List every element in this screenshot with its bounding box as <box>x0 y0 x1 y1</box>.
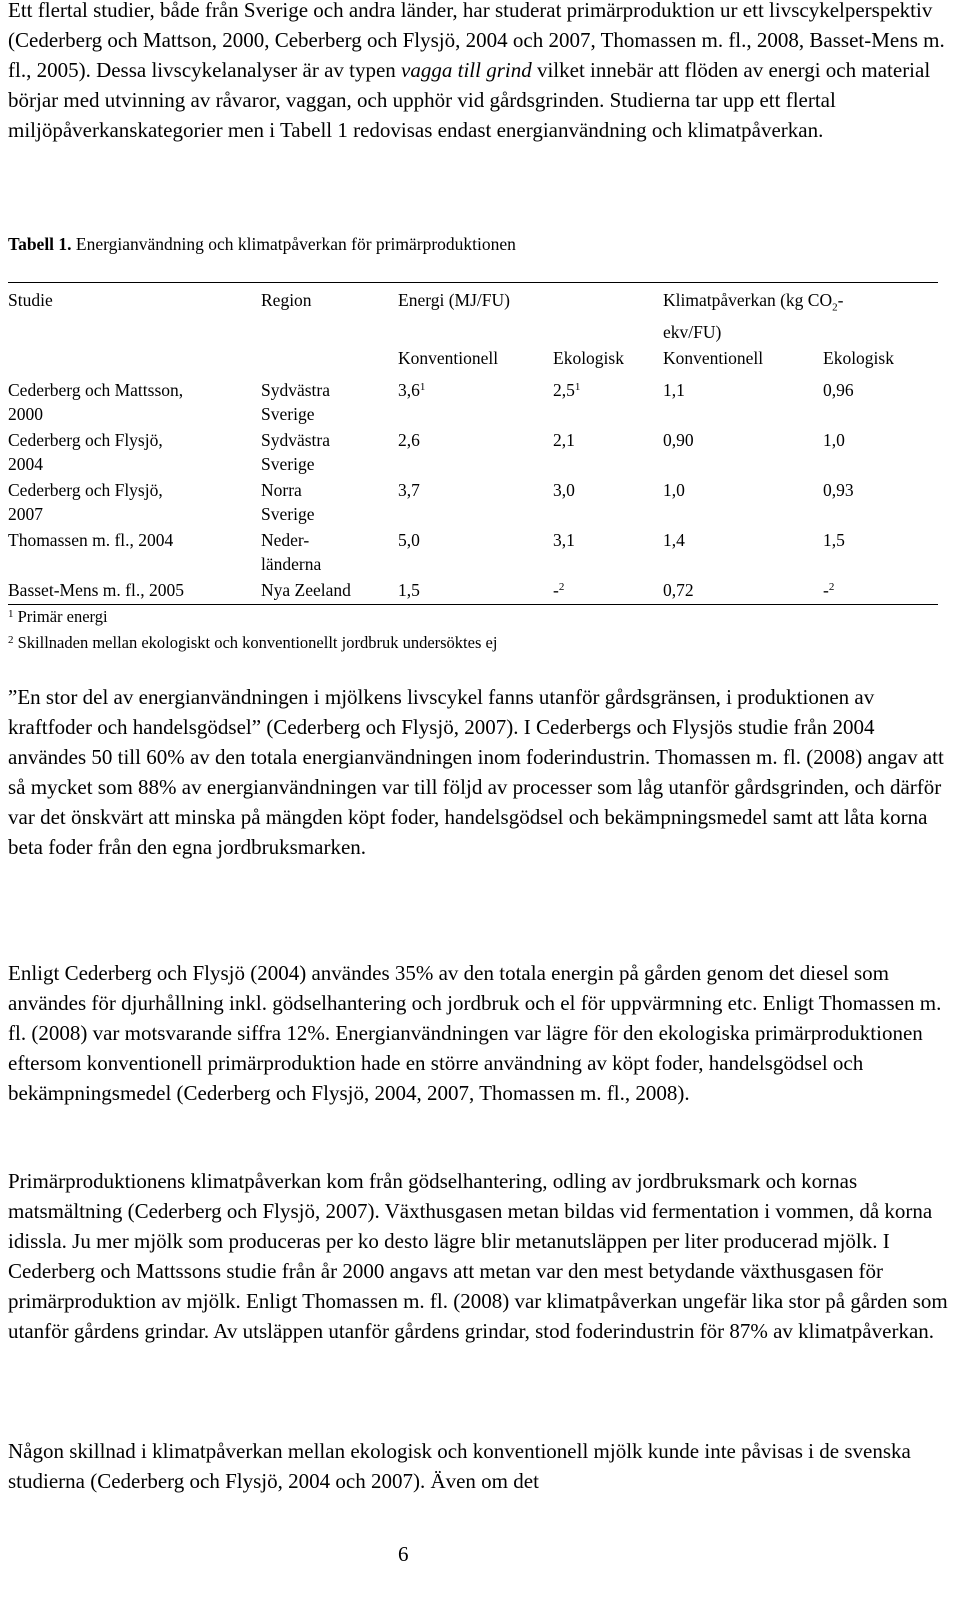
subheader-ekologisk-energi: Ekologisk <box>553 347 624 368</box>
val: 3,6 <box>398 379 420 400</box>
cell-klimat-eko <box>823 370 938 426</box>
cell-studie-line2: 2004 <box>8 453 43 474</box>
energy-climate-table <box>8 282 938 602</box>
cell-energi-konv <box>398 476 553 526</box>
table-caption-label: Tabell 1. <box>8 234 72 254</box>
cell-studie <box>8 426 261 476</box>
cell-studie <box>8 526 261 576</box>
table-row <box>8 576 938 602</box>
cell-region-line2: Sverige <box>261 403 315 424</box>
header-klimat-a: Klimatpåverkan (kg CO <box>663 290 833 310</box>
val: 2,1 <box>553 429 575 450</box>
subheader-konventionell-energi: Konventionell <box>398 347 499 368</box>
val: 3,7 <box>398 479 420 500</box>
cell-region <box>261 370 398 426</box>
intro-text-1: Ett flertal studier, både från Sverige och andra länder, har studerat primärproduktion ur ett livscykelperspektiv (Cederberg och Mattson, 2000, Ceberberg och Flysjö, 2004 och 2007, Thomassen m. fl., 2008, Basset-Mens m. fl., 2005). Dessa livscykelanalyser är av typen <box>8 0 945 82</box>
cell-studie-line1: Cederberg och Flysjö, <box>8 429 163 450</box>
p2-quote-mark: ” <box>8 685 18 709</box>
cell-region <box>261 576 398 602</box>
p2-text: En stor del av energianvändningen i mjölkens livscykel fanns utanför gårdsgränsen, i produktionen av kraftfoder och handelsgödsel” (Cederberg och Flysjö, 2007). I Cederbergs och Flysjös studie från 2004 användes 50 till 60% av den totala energianvändningen inom foderindustrin. Thomassen m. fl. (2008) angav att så mycket som 88% av energianvändningen var till följd av processer som låg utanför gårdsgrinden, och därför var det önskvärt att minska på mängden köpt foder, handelsgödsel och bekämpningsmedel samt att låta korna beta foder från den egna jordbruksmarken. <box>8 685 944 859</box>
val: - <box>823 579 829 600</box>
cell-klimat-konv <box>663 476 823 526</box>
table-caption <box>8 232 516 256</box>
header-klimat-sub: 2 <box>832 301 838 314</box>
cell-energi-konv <box>398 526 553 576</box>
footnote-2-text: Skillnaden mellan ekologiskt och konventionellt jordbruk undersöktes ej <box>13 633 498 652</box>
val: 1,4 <box>663 529 685 550</box>
val: 0,72 <box>663 579 694 600</box>
cell-studie <box>8 576 261 602</box>
cell-region-line1: Sydvästra <box>261 379 331 400</box>
val: 1,5 <box>823 529 845 550</box>
page-number: 6 <box>398 1542 409 1566</box>
cell-studie-line1: Basset-Mens m. fl., 2005 <box>8 579 184 600</box>
val: - <box>553 579 559 600</box>
cell-energi-konv <box>398 370 553 426</box>
cell-klimat-eko <box>823 426 938 476</box>
subheader-empty-2 <box>261 344 398 370</box>
paragraph-energy-outside-farm <box>8 682 952 862</box>
cell-studie-line2: 2000 <box>8 403 43 424</box>
cell-energi-konv <box>398 576 553 602</box>
cell-klimat-konv <box>663 576 823 602</box>
cell-studie-line1: Cederberg och Mattsson, <box>8 379 184 400</box>
footnote-marker: 2 <box>558 580 565 593</box>
table-row <box>8 476 938 526</box>
footnote-2-mark: 2 <box>8 634 14 646</box>
table-row <box>8 526 938 576</box>
val: 3,1 <box>553 529 575 550</box>
val: 1,0 <box>823 429 845 450</box>
table-header-row <box>8 282 938 344</box>
cell-region <box>261 526 398 576</box>
subheader-empty-1 <box>8 344 261 370</box>
cell-region <box>261 476 398 526</box>
paragraph-energy-on-farm: Enligt Cederberg och Flysjö (2004) användes 35% av den totala energin på gården genom det diesel som användes för djurhållning inkl. gödselhantering och jordbruk och el för uppvärmning etc. Enligt Thomassen m. fl. (2008) var motsvarande siffra 12%. Energianvändningen var lägre för den ekologiska primärproduktionen eftersom konventionell primärproduktion hade en större användning av köpt foder, handelsgödsel och bekämpningsmedel (Cederberg och Flysjö, 2004, 2007, Thomassen m. fl., 2008). <box>8 961 942 1105</box>
cell-energi-eko <box>553 426 663 476</box>
cell-energi-eko <box>553 370 663 426</box>
val: 1,0 <box>663 479 685 500</box>
header-studie: Studie <box>8 290 53 310</box>
cell-klimat-eko <box>823 576 938 602</box>
cell-studie <box>8 476 261 526</box>
table-subheader-row <box>8 344 938 370</box>
table-row <box>8 426 938 476</box>
footnote-marker: 1 <box>574 380 581 393</box>
header-klimat-b: - <box>837 290 844 310</box>
cell-studie-line1: Thomassen m. fl., 2004 <box>8 529 174 550</box>
table-bottom-rule <box>8 604 938 605</box>
header-energi: Energi (MJ/FU) <box>398 290 510 310</box>
cell-klimat-eko <box>823 526 938 576</box>
table-row <box>8 370 938 426</box>
footnote-1-text: Primär energi <box>13 607 108 626</box>
val: 1,1 <box>663 379 685 400</box>
header-klimat-c: ekv/FU) <box>663 321 722 342</box>
cell-region-line2: länderna <box>261 553 322 574</box>
cell-region-line1: Neder- <box>261 529 310 550</box>
intro-text-2: vilket innebär att flöden av energi och material börjar med utvinning av råvaror, vaggan, och upphör vid gårdsgrinden. Studierna tar upp ett flertal miljöpåverkanskategorier men i Tabell 1 redovisas endast energianvändning och klimatpåverkan. <box>8 58 931 142</box>
cell-region-line2: Sverige <box>261 453 315 474</box>
cell-region-line2: Sverige <box>261 503 315 524</box>
footnote-1 <box>8 606 108 628</box>
cell-studie-line2: 2007 <box>8 503 43 524</box>
val: 1,5 <box>398 579 420 600</box>
footnote-marker: 2 <box>828 580 835 593</box>
val: 0,90 <box>663 429 694 450</box>
paragraph-no-difference: Någon skillnad i klimatpåverkan mellan ekologisk och konventionell mjölk kunde inte påvisas i de svenska studierna (Cederberg och Flysjö, 2004 och 2007). Även om det <box>8 1439 911 1493</box>
val: 2,5 <box>553 379 575 400</box>
cell-studie <box>8 370 261 426</box>
cell-klimat-konv <box>663 426 823 476</box>
cell-klimat-eko <box>823 476 938 526</box>
intro-paragraph <box>8 0 952 145</box>
cell-energi-eko <box>553 576 663 602</box>
footnote-marker: 1 <box>419 380 426 393</box>
paragraph-climate-impact: Primärproduktionens klimatpåverkan kom från gödselhantering, odling av jordbruksmark och kornas matsmältning (Cederberg och Flysjö, 2007). Växthusgasen metan bildas vid fermentation i vommen, då korna idissla. Ju mer mjölk som produceras per ko desto lägre blir metanutsläppen per liter producerad mjölk. I Cederberg och Mattssons studie från år 2000 angavs att metan var den mest betydande växthusgasen för primärproduktion av mjölk. Enligt Thomassen m. fl. (2008) var klimatpåverkan ungefär lika stor på gården som utanför gårdens grindar. Av utsläppen utanför gårdens grindar, stod foderindustrin för 87% av klimatpåverkan. <box>8 1169 948 1343</box>
cell-energi-eko <box>553 526 663 576</box>
val: 0,93 <box>823 479 854 500</box>
header-region: Region <box>261 290 312 310</box>
subheader-konventionell-klimat: Konventionell <box>663 347 764 368</box>
intro-italic-term: vagga till grind <box>401 58 532 82</box>
cell-energi-konv <box>398 426 553 476</box>
cell-region-line1: Sydvästra <box>261 429 331 450</box>
table-caption-text: Energianvändning och klimatpåverkan för primärproduktionen <box>71 234 516 254</box>
val: 0,96 <box>823 379 854 400</box>
footnote-1-mark: 1 <box>8 608 14 620</box>
cell-region <box>261 426 398 476</box>
cell-klimat-konv <box>663 526 823 576</box>
cell-region-line1: Norra <box>261 479 302 500</box>
subheader-ekologisk-klimat: Ekologisk <box>823 347 894 368</box>
header-klimat <box>663 282 938 344</box>
cell-region-line1: Nya Zeeland <box>261 579 351 600</box>
cell-energi-eko <box>553 476 663 526</box>
val: 2,6 <box>398 429 420 450</box>
footnote-2 <box>8 632 497 654</box>
val: 3,0 <box>553 479 575 500</box>
val: 5,0 <box>398 529 420 550</box>
cell-studie-line1: Cederberg och Flysjö, <box>8 479 163 500</box>
cell-klimat-konv <box>663 370 823 426</box>
